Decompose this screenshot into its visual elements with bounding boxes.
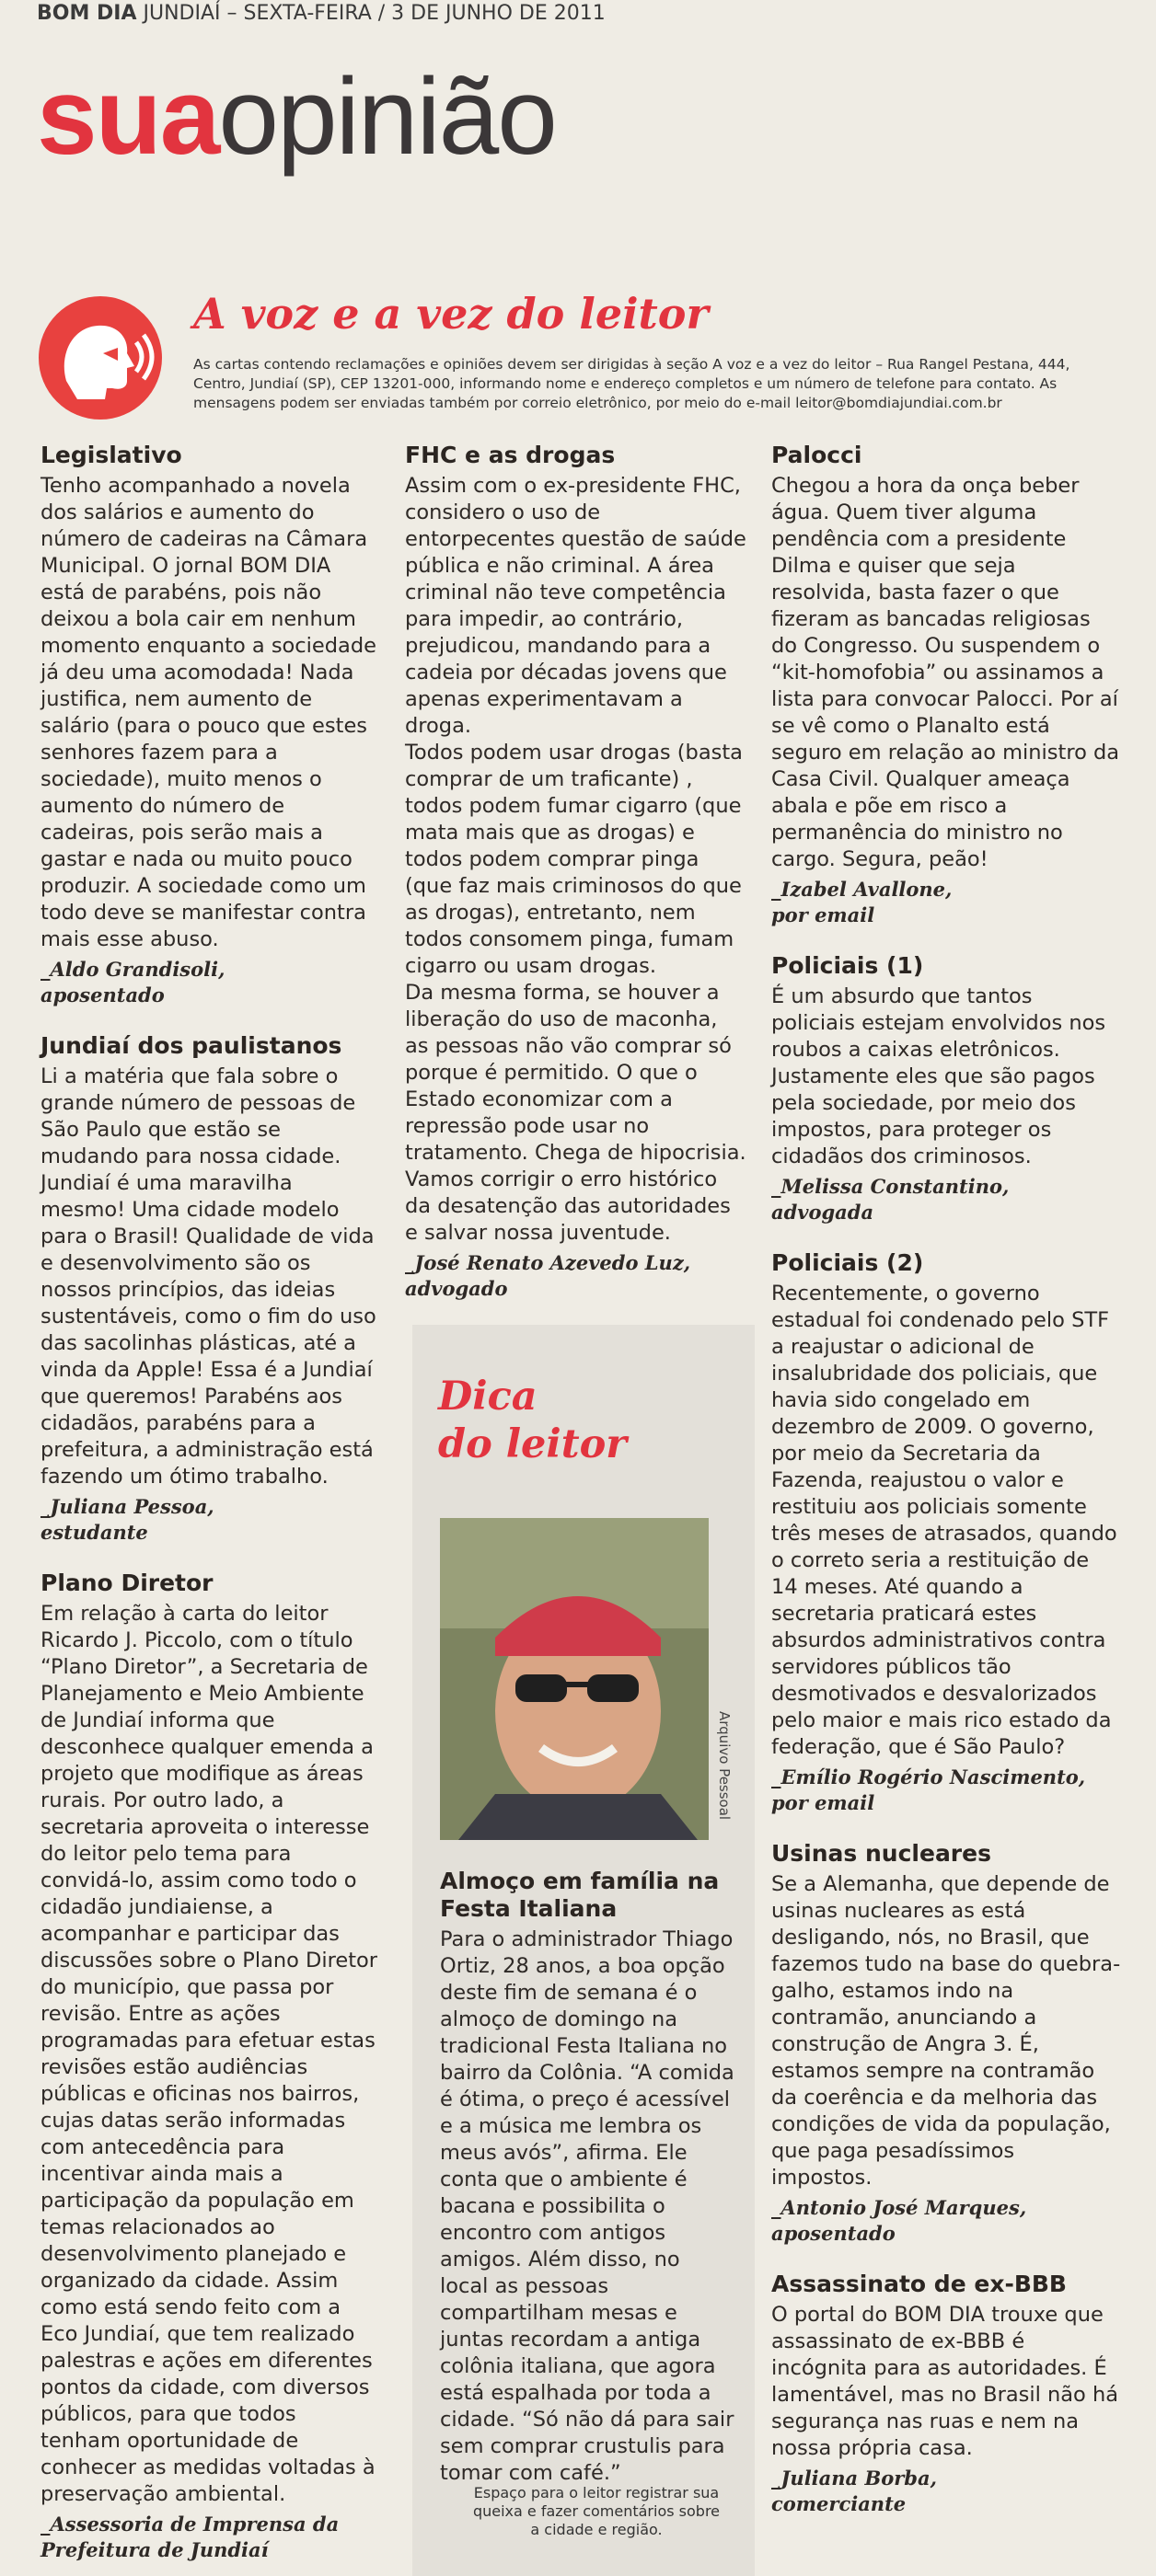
letter-heading: FHC e as drogas — [405, 442, 616, 468]
tip-footnote: Espaço para o leitor registrar sua queixa e fazer comentários sobre a cidade e região. — [472, 2484, 721, 2538]
letter-author-role: Prefeitura de Jundiaí — [40, 2538, 269, 2561]
letter — [40, 1032, 381, 1546]
letter-author-role: advogada — [771, 1201, 874, 1224]
tip-title-line2: do leitor — [438, 1421, 627, 1467]
section-title-opiniao: opinião — [218, 56, 556, 178]
tip-body: Para o administrador Thiago Ortiz, 28 anos, a boa opção deste fim de semana é o almoço de domingo na tradicional Festa Italiana no bairro da Colônia. “A comida é ótima, o preço é acessível e a música me lembra os meus avós”, afirma. Ele conta que o ambiente é bacana e possibilita o encontro com antigos amigos. Além disso, no local as pessoas compartilham mesas e juntas recordam a antiga colônia italiana, que agora está espalhada por toda a cidade. “Só não dá para sair sem comprar crustulis para tomar com café.” — [440, 1927, 734, 2485]
letter-heading: Jundiaí dos paulistanos — [40, 1032, 342, 1059]
speaking-head-icon — [39, 296, 162, 420]
letter-body: Assim com o ex-presidente FHC, considero o uso de entorpecentes questão de saúde pública e não criminal. A área criminal não teve competência para impedir, ao contrário, prejudicou, mandando para a cadeia por décadas jovens que apenas experimentavam a droga. Todos podem usar drogas (basta comprar de um traficante) , todos podem fumar cigarro (que mata mais que as drogas) e todos podem comprar pinga (que faz mais criminosos do que as drogas), entretanto, nem todos consomem pinga, fumam cigarro ou usam drogas. Da mesma forma, se houver a liberação do uso de maconha, as pessoas não vão comprar só porque é permitido. O que o Estado economizar com a repressão pode usar no tratamento. Chega de hipocrisia. Vamos corrigir o erro histórico da desatenção das autoridades e salvar nossa juventude. — [405, 474, 746, 1245]
letter — [771, 1840, 1121, 2247]
letter-heading: Palocci — [771, 442, 862, 468]
letter-author: _Izabel Avallone, — [771, 878, 953, 901]
letter-author-role: por email — [771, 903, 875, 926]
letter — [771, 2271, 1121, 2517]
letter — [405, 442, 747, 1302]
letter-body: Se a Alemanha, que depende de usinas nucleares as está desligando, nós, no Brasil, que fazemos tudo na base do quebra-galho, estamos indo na contramão, anunciando a construção de Angra 3. É, estamos sempre na contramão da coerência e da melhoria das condições de vida da população, que paga pesadíssimos impostos. — [771, 1872, 1121, 2190]
letter-author: _Melissa Constantino, — [771, 1175, 1010, 1198]
letter-body: Chegou a hora da onça beber água. Quem tiver alguma pendência com a presidente Dilma e quiser que seja resolvida, basta fazer o que fizeram as bancadas religiosas do Congresso. Ou suspendem o “kit-homofobia” ou assinamos a lista para convocar Palocci. Por aí se vê como o Planalto está seguro em relação ao ministro da Casa Civil. Qualquer ameaça abala e põe em risco a permanência do ministro no cargo. Segura, peão! — [771, 474, 1120, 871]
letter-author-role: advogado — [405, 1277, 508, 1300]
column-2 — [405, 442, 747, 1326]
letter-author-role: por email — [771, 1791, 875, 1814]
tip-heading: Almoço em família na Festa Italiana — [440, 1868, 720, 1922]
letter-author-role: estudante — [40, 1521, 148, 1544]
letter-author: _Juliana Pessoa, — [40, 1495, 214, 1518]
letter-body: O portal do BOM DIA trouxe que assassinato de ex-BBB é incógnita para as autoridades. É lamentável, mas no Brasil não há segurança nas ruas e nem na nossa própria casa. — [771, 2303, 1119, 2460]
letter — [40, 442, 381, 1008]
dateline-brand: BOM DIA — [37, 2, 137, 25]
letter — [771, 1249, 1121, 1816]
letter-heading: Assassinato de ex-BBB — [771, 2271, 1067, 2297]
letter-heading: Legislativo — [40, 442, 182, 468]
letter-heading: Policiais (1) — [771, 952, 924, 979]
letter-body: É um absurdo que tantos policiais estejam envolvidos nos roubos a caixas eletrônicos. Justamente eles que são pagos pela sociedade, por meio dos impostos, para proteger os cidadãos dos criminosos. — [771, 984, 1106, 1168]
reader-photo — [440, 1518, 709, 1840]
letter-author: _Emílio Rogério Nascimento, — [771, 1765, 1086, 1788]
letter-author: _Assessoria de Imprensa da — [40, 2513, 340, 2536]
dateline-text: JUNDIAÍ – SEXTA-FEIRA / 3 DE JUNHO DE 2011 — [136, 2, 606, 25]
column-1 — [40, 442, 381, 2576]
tip-title-line1: Dica — [438, 1374, 538, 1420]
photo-credit: Arquivo Pessoal — [716, 1711, 733, 1821]
letter — [40, 1570, 381, 2563]
letter-author-role: aposentado — [40, 983, 165, 1006]
letter-author-role: aposentado — [771, 2222, 896, 2245]
tip-title — [438, 1373, 627, 1468]
letter-body: Tenho acompanhado a novela dos salários e aumento do número de cadeiras na Câmara Municipal. O jornal BOM DIA está de parabéns, pois não deixou a bola cair em nenhum momento enquanto a sociedade já deu uma acomodada! Nada justifica, nem aumento de salário (para o pouco que estes senhores fazem para a sociedade), muito menos o aumento do número de cadeiras, pois serão mais a gastar e nada ou muito pouco produzir. A sociedade como um todo deve se manifestar contra mais esse abuso. — [40, 474, 376, 951]
letter-body: Recentemente, o governo estadual foi condenado pelo STF a reajustar o adicional de insalubridade dos policiais, que havia sido congelado em dezembro de 2009. O governo, por meio da Secretaria da Fazenda, reajustou o valor e restituiu aos policiais somente três meses de atrasados, quando o correto seria a restituição de 14 meses. Até quando a secretaria praticará estes absurdos administrativos contra servidores públicos tão desmotivados e desvalorizados pelo maior e mais rico estado da federação, que é São Paulo? — [771, 1282, 1117, 1759]
letter-body: Em relação à carta do leitor Ricardo J. Piccolo, com o título “Plano Diretor”, a Secretaria de Planejamento e Meio Ambiente de Jundiaí informa que desconhece qualquer emenda a projeto que modifique as áreas rurais. Por outro lado, a secretaria aproveita o interesse do leitor pelo tema para convidá-lo, assim como todo o cidadão jundiaiense, a acompanhar e participar das discussões sobre o Plano Diretor do município, que passa por revisão. Entre as ações programadas para efetuar estas revisões estão audiências públicas e oficinas nos bairros, cujas datas serão informadas com antecedência para incentivar ainda mais a participação da população em temas relacionados ao desenvolvimento planejado e organizado da cidade. Assim como está sendo feito com a Eco Jundiaí, que tem realizado palestras e ações em diferentes pontos da cidade, com diversos públicos, para que todos tenham oportunidade de conhecer as medidas voltadas à preservação ambiental. — [40, 1602, 378, 2506]
letter-author: _Juliana Borba, — [771, 2467, 937, 2490]
letter-heading: Plano Diretor — [40, 1570, 214, 1596]
letter — [771, 952, 1121, 1225]
letter-heading: Usinas nucleares — [771, 1840, 991, 1867]
reader-tip-box — [412, 1325, 755, 2576]
section-title — [37, 56, 556, 178]
letter-author: _Antonio José Marques, — [771, 2196, 1027, 2219]
letter-heading: Policiais (2) — [771, 1249, 924, 1276]
letter — [771, 442, 1121, 928]
dateline — [37, 2, 606, 25]
letter-author-role: comerciante — [771, 2492, 907, 2515]
column-3 — [771, 442, 1121, 2541]
letter-author: _Aldo Grandisoli, — [40, 958, 225, 981]
banner-title: A voz e a vez do leitor — [193, 289, 709, 339]
section-title-sua: sua — [37, 56, 219, 178]
letter-body: Li a matéria que fala sobre o grande número de pessoas de São Paulo que estão se mudando para nossa cidade. Jundiaí é uma maravilha mesmo! Uma cidade modelo para o Brasil! Qualidade de vida e desenvolvimento são os nossos princípios, das ideias sustentáveis, como o fim do uso das sacolinhas plásticas, até a vinda da Apple! Essa é a Jundiaí que queremos! Parabéns aos cidadãos, parabéns para a prefeitura, a administração está fazendo um ótimo trabalho. — [40, 1064, 376, 1489]
banner-info: As cartas contendo reclamações e opiniões devem ser dirigidas à seção A voz e a vez do leitor – Rua Rangel Pestana, 444, Centro, Jundiaí (SP), CEP 13201-000, informando nome e endereço completos e um número de telefone para contato. As mensagens podem ser enviadas também por correio eletrônico, por meio do e-mail leitor@bomdiajundiai.com.br — [193, 356, 1070, 411]
letter-author: _José Renato Azevedo Luz, — [405, 1251, 691, 1274]
